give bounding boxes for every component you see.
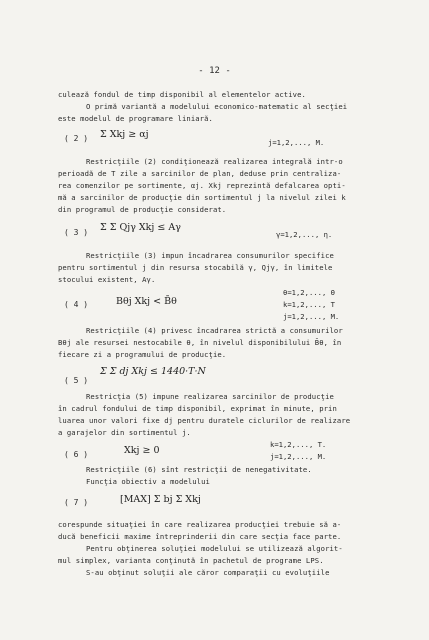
text-line: Funcţia obiectiv a modelului xyxy=(86,477,210,486)
text-line: corespunde situaţiei în care realizarea producţiei trebuie să a- xyxy=(58,520,342,529)
equation-7: [MAX] Σ bj Σ Xkj xyxy=(120,494,201,505)
text-line: Restricţiile (4) privesc încadrarea strictă a consumurilor xyxy=(86,326,343,335)
equation-condition: k=1,2,..., T. xyxy=(270,440,327,449)
text-line: ducă beneficii maxime întreprinderii din care secţia face parte. xyxy=(58,532,342,541)
text-line: Restricţia (5) impune realizarea sarcinilor de producţie xyxy=(86,392,334,401)
text-line: stocului existent, Aγ. xyxy=(58,275,156,284)
equation-3: Σ Σ Qjγ Xkj ≤ Aγ xyxy=(100,222,181,233)
text-line: Restricţiile (2) condiţionează realizarea integrală intr-o xyxy=(86,157,343,166)
equation-number: ( 6 ) xyxy=(64,450,89,459)
text-line: luarea unor valori fixe dj pentru duratele ciclurilor de realizare xyxy=(58,416,351,425)
text-line: pentru sortimentul j din resursa stocabilă γ, Qjγ, în limitele xyxy=(58,263,333,272)
text-line: rea comenzilor pe sortimente, αj. Xkj reprezintă defalcarea opti- xyxy=(58,181,346,190)
equation-condition: j=1,2,..., M. xyxy=(270,452,327,461)
text-line: Bθj ale resursei nestocabile θ, în nivelul disponibilului B̄θ, în xyxy=(58,338,342,347)
equation-condition: γ=1,2,..., η. xyxy=(276,230,333,239)
text-line: mul simplex, varianta conţinută în pachetul de programe LPS. xyxy=(58,556,324,565)
equation-number: ( 4 ) xyxy=(64,300,89,309)
equation-number: ( 7 ) xyxy=(64,498,89,507)
text-line: Pentru obţinerea soluţiei modelului se utilizează algorit- xyxy=(86,544,343,553)
text-line: mă a sarcinilor de producţie din sortimentul j la nivelul zilei k xyxy=(58,193,346,202)
text-line: din programul de producţie considerat. xyxy=(58,205,227,214)
equation-2: Σ Xkj ≥ αj xyxy=(100,129,149,140)
equation-number: ( 5 ) xyxy=(64,376,89,385)
text-line: culează fondul de timp disponibil al elementelor active. xyxy=(58,90,306,99)
equation-number: ( 2 ) xyxy=(64,134,89,143)
equation-condition: θ=1,2,..., Θ xyxy=(283,288,335,297)
equation-4: Bθj Xkj < B̄θ xyxy=(116,296,177,307)
text-line: este modelul de programare liniară. xyxy=(58,114,213,123)
text-line: O primă variantă a modelului economico-matematic al secţiei xyxy=(86,102,348,111)
text-line: în cadrul fondului de timp disponibil, exprimat în minute, prin xyxy=(58,404,337,413)
text-line: a garajelor din sortimentul j. xyxy=(58,428,191,437)
equation-condition: k=1,2,..., T xyxy=(283,300,335,309)
text-line: Restricţiile (3) impun încadrarea consumurilor specifice xyxy=(86,251,334,260)
text-line: S-au obţinut soluţii ale căror comparaţii cu evoluţiile xyxy=(86,568,330,577)
equation-6: Xkj ≥ 0 xyxy=(124,445,160,456)
equation-condition: j=1,2,..., M. xyxy=(268,138,325,147)
equation-5: Σ Σ dj Xkj ≤ 1440·T·N xyxy=(100,366,206,377)
text-line: perioadă de T zile a sarcinilor de plan, deduse prin centraliza- xyxy=(58,169,342,178)
text-line: Restricţiile (6) sînt restricţii de nenegativitate. xyxy=(86,465,312,474)
equation-number: ( 3 ) xyxy=(64,228,89,237)
text-line: fiecare zi a programului de producţie. xyxy=(58,350,227,359)
page-number: - 12 - xyxy=(198,66,231,76)
equation-condition: j=1,2,..., M. xyxy=(283,312,340,321)
